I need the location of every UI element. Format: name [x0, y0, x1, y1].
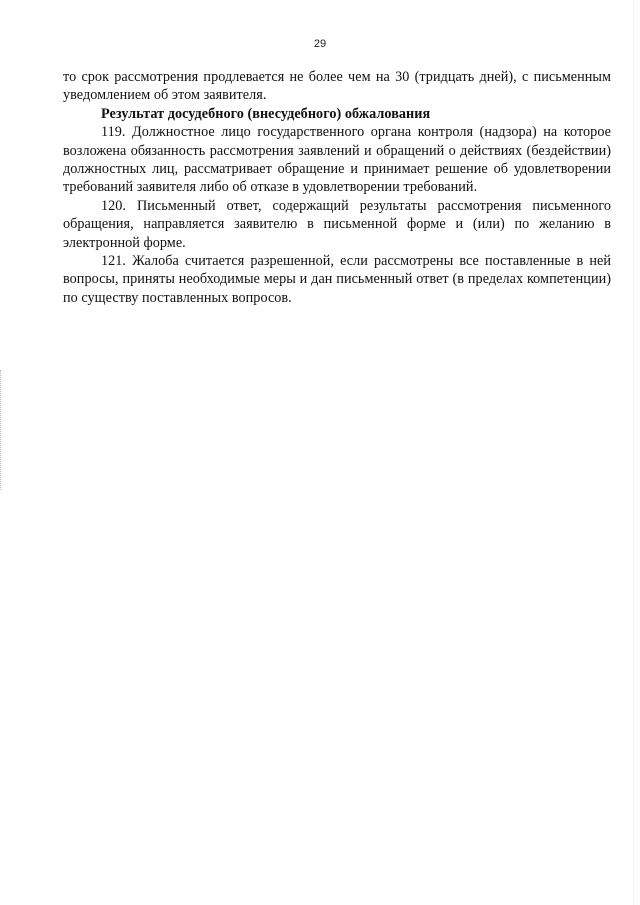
- scan-edge-marks: [0, 370, 4, 490]
- paragraph-continuation: то срок рассмотрения продлевается не более чем на 30 (тридцать дней), с письменным уведомлением об этом заявителя.: [63, 69, 611, 104]
- paragraph-120: 120. Письменный ответ, содержащий результаты рассмотрения письменного обращения, направляется заявителю в письменной форме и (или) по желанию в электронной форме.: [63, 197, 611, 251]
- document-body: [63, 68, 611, 307]
- paragraph-121: 121. Жалоба считается разрешенной, если рассмотрены все поставленные в ней вопросы, приняты необходимые меры и дан письменный ответ (в пределах компетенции) по существу поставленных вопросов.: [63, 253, 611, 306]
- page-number: 29: [313, 38, 327, 50]
- paragraph-119: 119. Должностное лицо государственного органа контроля (надзора) на которое возложена обязанность рассмотрения заявлений и обращений о действиях (бездействии) должностных лиц, рассматривает обращение и принимает решение об удовлетворении требований заявителя либо об отказе в удовлетворении требований.: [63, 124, 611, 196]
- scan-edge-shadow: [632, 0, 634, 905]
- section-heading: Результат досудебного (внесудебного) обжалования: [101, 105, 431, 122]
